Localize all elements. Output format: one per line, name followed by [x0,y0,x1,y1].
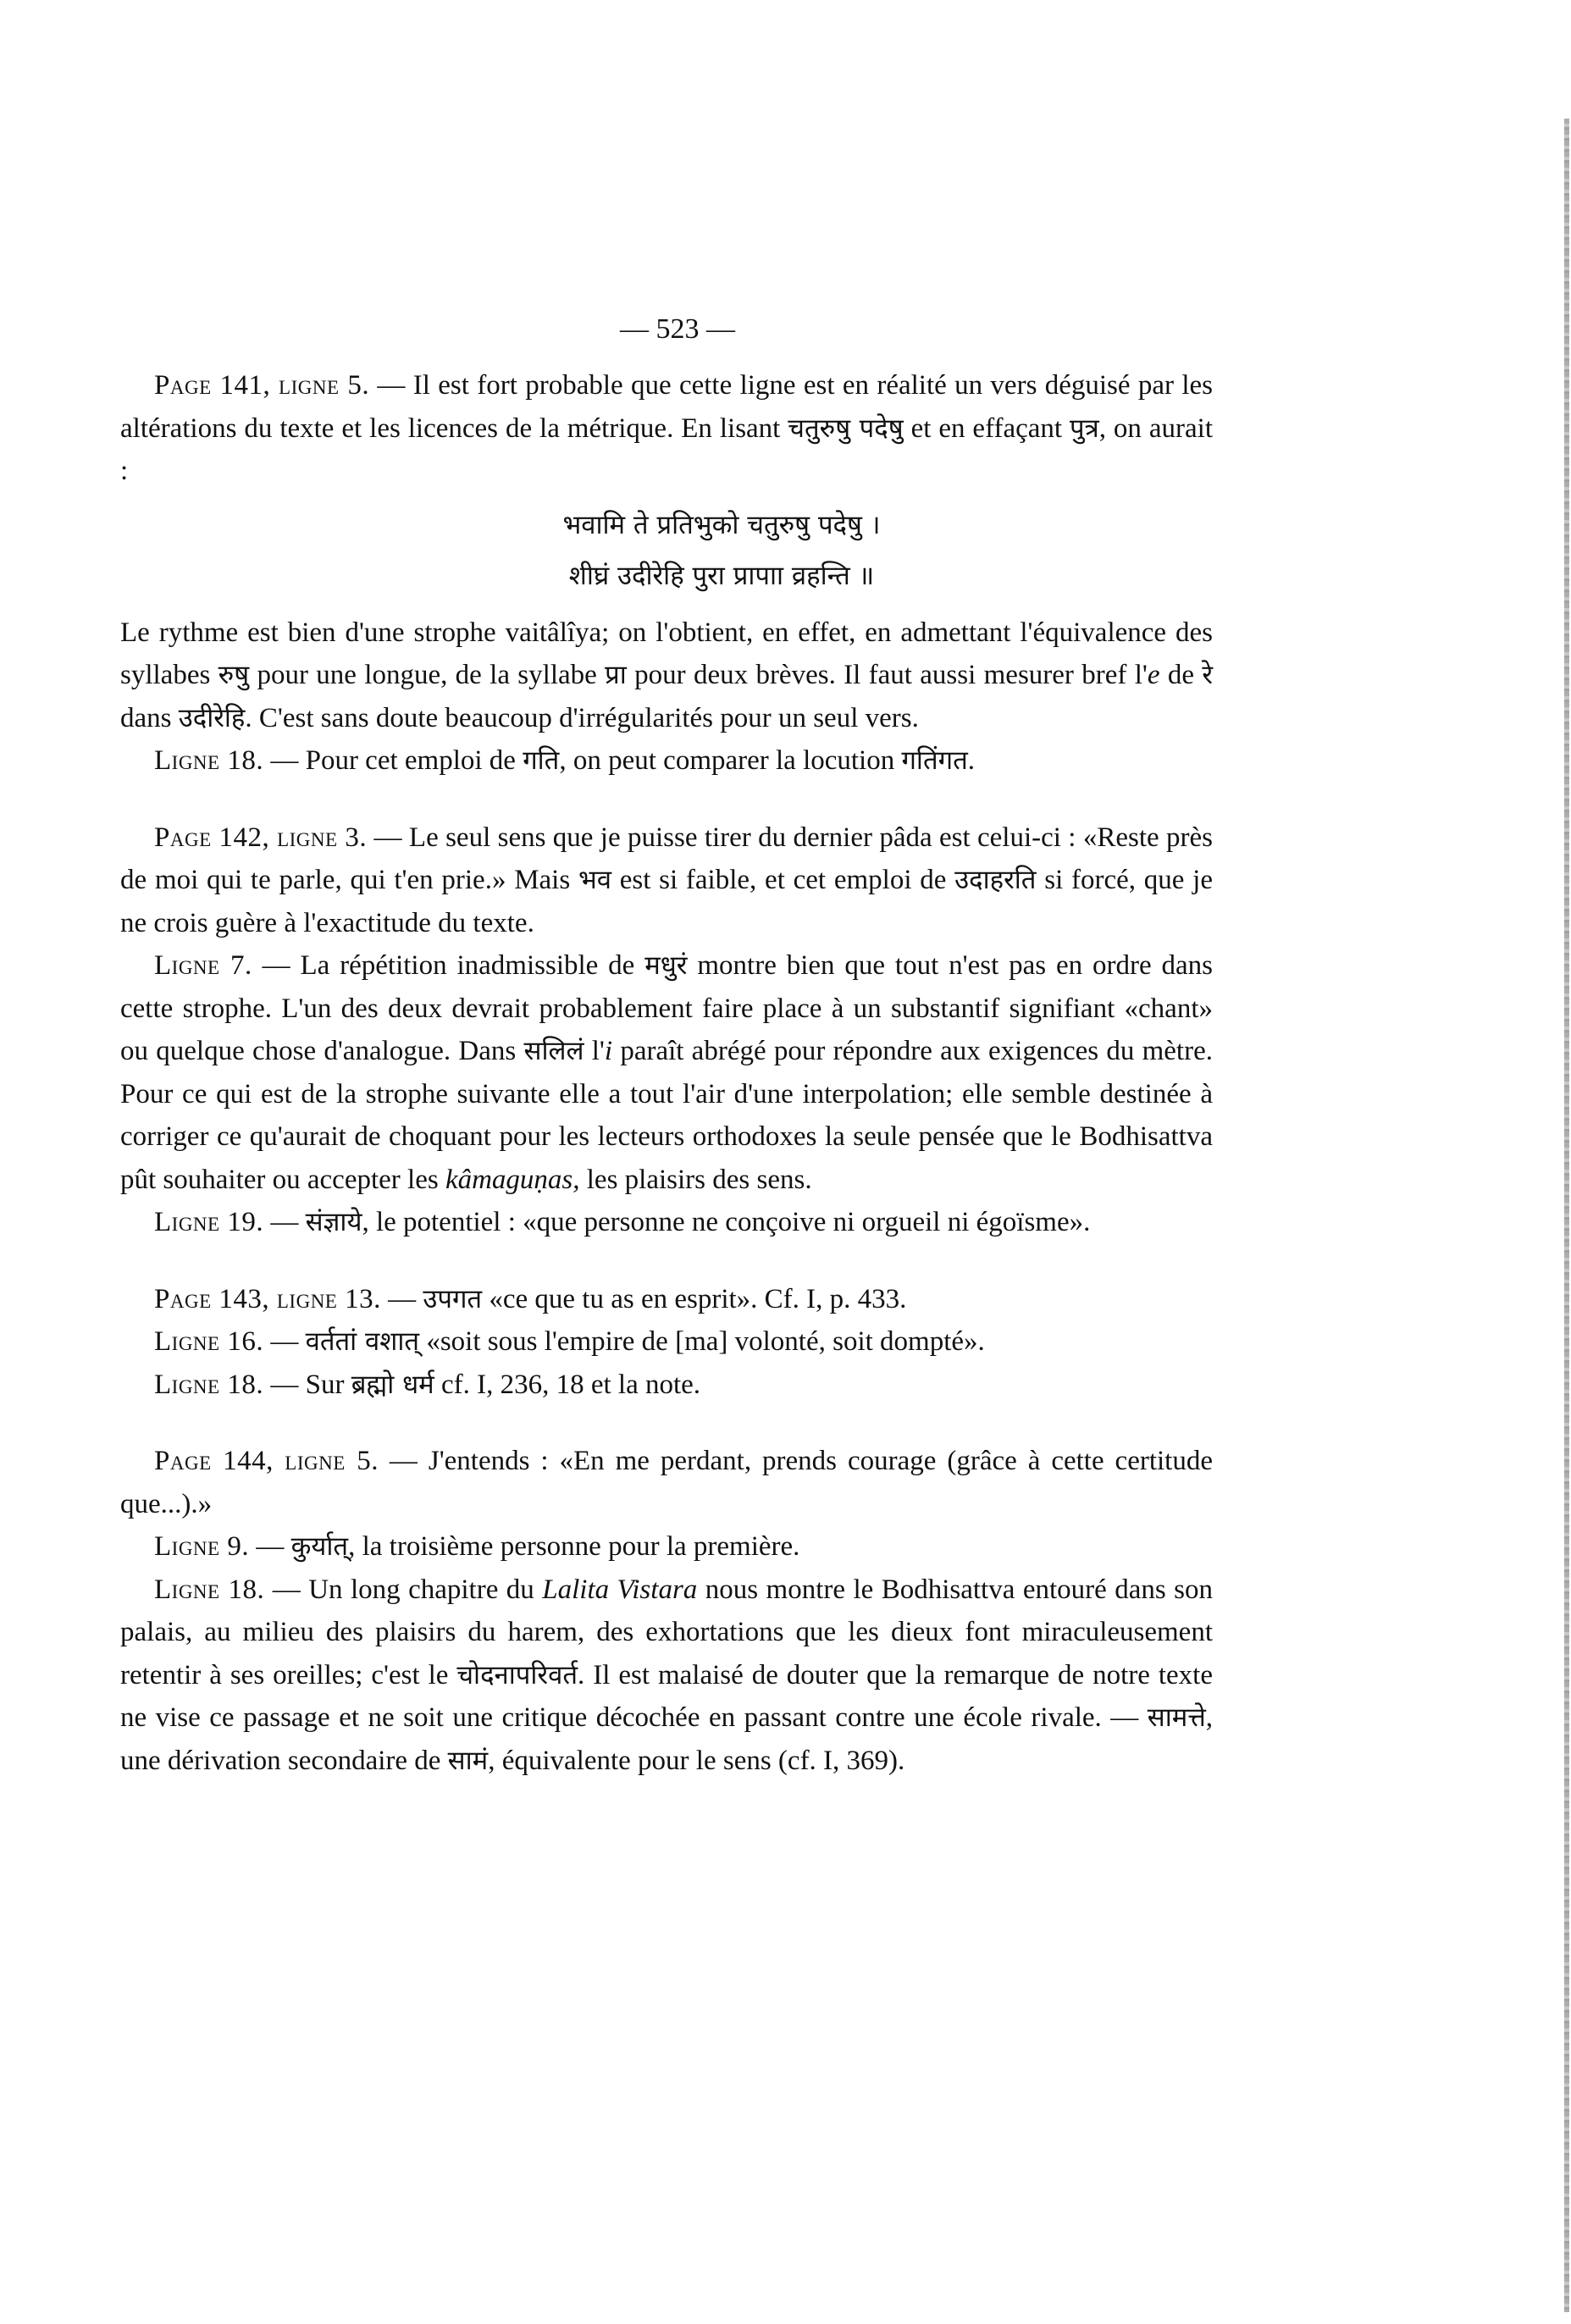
note-ref: Page 143, ligne 13. [154,1283,381,1314]
devanagari-term: उदीरेहि [178,702,246,733]
note-page-142-line-3: Page 142, ligne 3. — Le seul sens que je puisse tirer du dernier pâda est celui-ci : «Reste près de moi qui te parle, qui t'en prie.» Mais भव est si faible, et cet emploi de उदाहरति si forcé, que je ne crois guère à l'exactitude du texte. [120,822,1214,938]
devanagari-term: चोदनापरिवर्त [456,1659,578,1690]
note-ref: Page 141, ligne 5. [154,370,370,401]
note-rhythm: Le rythme est bien d'une strophe vaitâlîya; on l'obtient, en effet, en admettant l'équivalence des syllabes रुषु pour une longue, de la syllabe प्रा pour deux brèves. Il faut aussi mesurer bref l'e de रे dans उदीरेहि. C'est sans doute beaucoup d'irrégularités pour un seul vers. [120,617,1213,733]
devanagari-term: सामत्ते [1147,1702,1206,1733]
note-page-141-line-18: Ligne 18. — Pour cet emploi de गति, on peut comparer la locution गतिंगत. [154,745,976,776]
note-page-144-line-5: Page 144, ligne 5. — J'entends : «En me perdant, prends courage (grâce à cette certitude que...).» [120,1446,1213,1519]
note-page-143-line-16: Ligne 16. — वर्ततां वशात् «soit sous l'empire de [ma] volonté, soit dompté». [154,1326,985,1357]
note-page-141-line-5: Page 141, ligne 5. — Il est fort probable que cette ligne est en réalité un vers déguisé par les altérations du texte et les licences de la métrique. En lisant चतुरुषु पदेषु et en effaçant पुत्र, on aurait : [120,370,1213,486]
devanagari-term: कुर्यात् [290,1531,349,1562]
page-number: — 523 — [620,313,735,345]
lalita-vistara-title: Lalita Vistara [542,1574,698,1605]
devanagari-term: ब्रह्मो धर्म [351,1369,434,1400]
note-ref: Ligne 9. [154,1531,250,1562]
note-ref: Ligne 18. [154,1369,264,1400]
devanagari-term: उपगत [423,1283,483,1314]
note-ref: Ligne 16. [154,1326,264,1357]
devanagari-term: चतुरुषु पदेषु [788,412,904,444]
devanagari-term: गतिंगत [901,745,968,776]
note-ref: Page 142, ligne 3. [154,822,368,853]
devanagari-term: मधुरं [644,950,688,981]
devanagari-term: रुषु [218,660,250,690]
verse-line-1: भवामि ते प्रतिभुको चतुरुषु पदेषु । [562,509,881,540]
note-page-142-line-7: Ligne 7. — La répétition inadmissible de मधुरं montre bien que tout n'est pas en ordre dans cette strophe. L'un des deux devrait probablement faire place à un substantif signifiant «chant» ou quelque chose d'analogue. Dans सलिलं l'i paraît abrégé pour répondre aux exigences du mètre. Pour ce qui est de la strophe suivante elle a tout l'air d'une interpolation; elle semble destinée à corriger ce qu'aurait de choquant pour les lecteurs orthodoxes la seule pensée que le Bodhisattva pût souhaiter ou accepter les kâmaguṇas, les plaisirs des sens. [120,950,1213,1195]
devanagari-term: सलिलं [523,1036,584,1066]
note-ref: Ligne 18. [154,745,264,776]
devanagari-term: भव [578,865,611,895]
devanagari-term: प्रा [605,660,627,690]
note-ref: Ligne 18. [154,1574,265,1605]
devanagari-term: गति [523,745,560,776]
devanagari-term: सामं [447,1745,489,1776]
verse-line-2: शीघ्रं उदीरेहि पुरा प्रापाा व्रहन्ति ॥ [568,560,875,591]
note-ref: Ligne 7. [154,950,252,981]
devanagari-term: उदाहरति [954,865,1037,895]
devanagari-term: संज्ञाये [305,1207,362,1237]
note-page-142-line-19: Ligne 19. — संज्ञाये, le potentiel : «que personne ne conçoive ni orgueil ni égoïsme». [154,1207,1091,1237]
binding-edge [1564,119,1569,2312]
sanskrit-verse [120,500,1213,601]
note-page-143-line-18: Ligne 18. — Sur ब्रह्मो धर्म cf. I, 236, 18 et la note. [154,1369,701,1400]
devanagari-term: पुत्र [1070,412,1099,444]
body-text [120,364,1213,1782]
note-ref: Page 144, ligne 5. [154,1446,379,1476]
devanagari-term: वर्ततां वशात् [305,1326,420,1357]
devanagari-term: रे [1202,660,1213,690]
kamagunas-term: kâmaguṇas, [445,1164,580,1195]
note-page-144-line-9: Ligne 9. — कुर्यात्, la troisième personne pour la première. [154,1531,800,1562]
note-page-144-line-18: Ligne 18. — Un long chapitre du Lalita Vistara nous montre le Bodhisattva entouré dans son palais, au milieu des plaisirs du harem, des exhortations que les dieux font miraculeusement retentir à ses oreilles; c'est le चोदनापरिवर्त. Il est malaisé de douter que la remarque de notre texte ne vise ce passage et ne soit une critique décochée en passant contre une école rivale. — सामत्ते, une dérivation secondaire de सामं, équivalente pour le sens (cf. I, 369). [120,1574,1213,1776]
note-ref: Ligne 19. [154,1207,264,1237]
note-page-143-line-13: Page 143, ligne 13. — उपगत «ce que tu as en esprit». Cf. I, p. 433. [154,1283,907,1314]
